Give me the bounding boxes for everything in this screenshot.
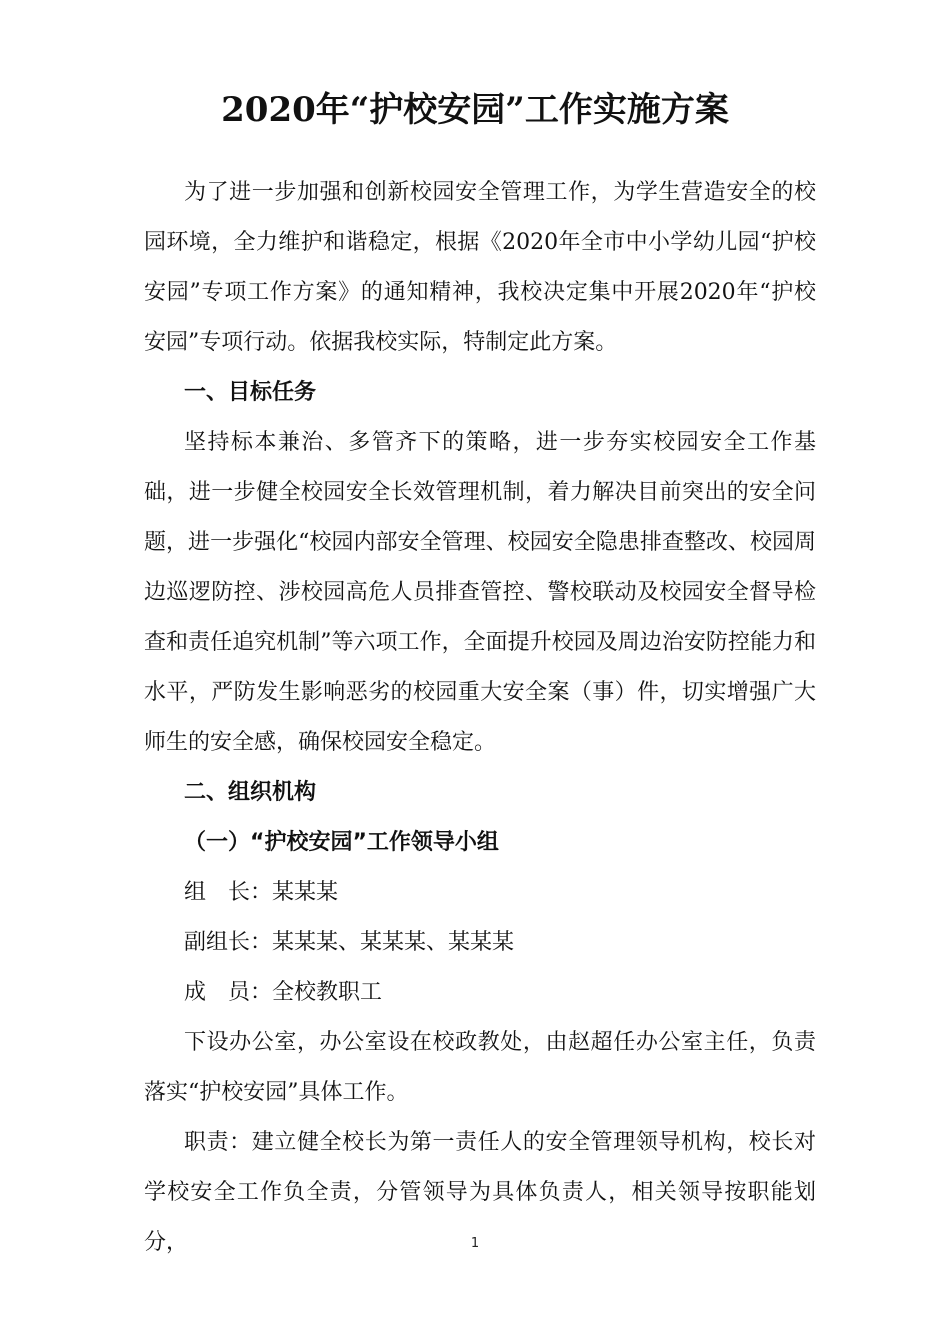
- intro-paragraph: 为了进一步加强和创新校园安全管理工作，为学生营造安全的校园环境，全力维护和谐稳定，根据《2020年全市中小学幼儿园“护校安园”专项工作方案》的通知精神，我校决定集中开展2020年“护校安园”专项行动。依据我校实际，特制定此方案。: [144, 180, 816, 355]
- deputy-line: 副组长：某某某、某某某、某某某: [184, 930, 515, 955]
- page-number: 1: [470, 1236, 480, 1251]
- section1-paragraph: 坚持标本兼治、多管齐下的策略，进一步夯实校园安全工作基础，进一步健全校园安全长效管理机制，着力解决目前突出的安全问题，进一步强化“校园内部安全管理、校园安全隐患排查整改、校园周边巡逻防控、涉校园高危人员排查管控、警校联动及校园安全督导检查和责任追究机制”等六项工作，全面提升校园及周边治安防控能力和水平，严防发生影响恶劣的校园重大安全案（事）件，切实增强广大师生的安全感，确保校园安全稳定。: [144, 430, 816, 755]
- document-title: 2020年“护校安园”工作实施方案: [221, 90, 729, 130]
- document-body: [144, 168, 816, 1268]
- leader-line: 组 长：某某某: [184, 880, 339, 905]
- duty-paragraph: 职责：建立健全校长为第一责任人的安全管理领导机构，校长对学校安全工作负全责，分管领导为具体负责人，相关领导按职能划分，: [144, 1130, 816, 1255]
- members-line: 成 员：全校教职工: [184, 980, 383, 1005]
- section2-subheading: （一）“护校安园”工作领导小组: [184, 830, 499, 855]
- section1-heading: 一、目标任务: [184, 380, 317, 405]
- office-paragraph: 下设办公室，办公室设在校政教处，由赵超任办公室主任，负责落实“护校安园”具体工作。: [144, 1030, 816, 1105]
- section2-heading: 二、组织机构: [184, 780, 317, 805]
